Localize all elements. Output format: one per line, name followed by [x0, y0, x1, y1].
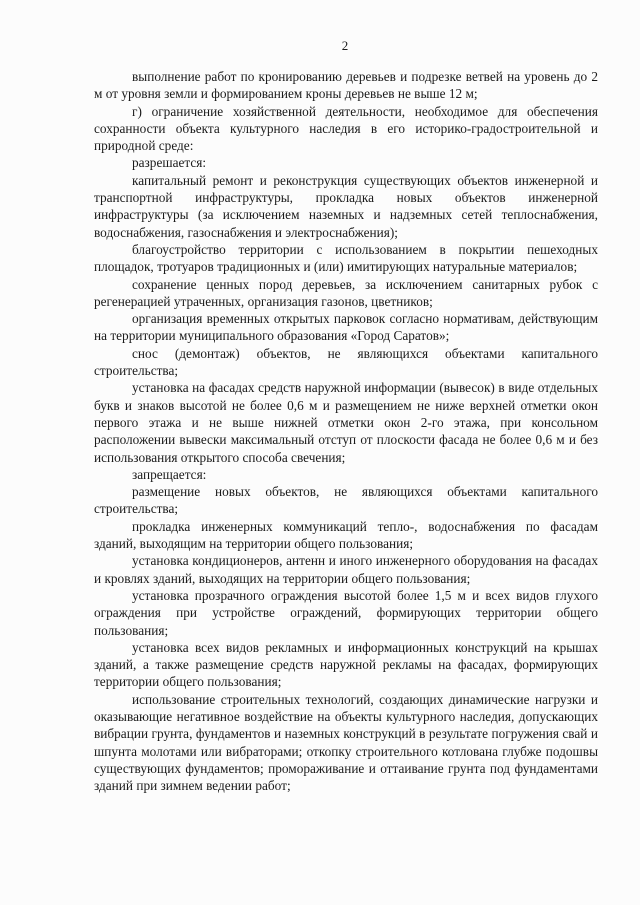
paragraph-landscaping: благоустройство территории с использованием в покрытии пешеходных площадок, тротуаров традиционных и (или) имитирующих натуральные материалов;	[94, 241, 598, 275]
heading-allowed: разрешается:	[132, 155, 207, 171]
paragraph-air-conditioners: установка кондиционеров, антенн и иного инженерного оборудования на фасадах и кровлях зданий, выходящих на территории общего пользования;	[94, 553, 598, 586]
paragraph-pruning: выполнение работ по кронированию деревьев и подрезке ветвей на уровень до 2 м от уровня земли и формированием кроны деревьев не выше 12 м;	[94, 69, 598, 102]
heading-prohibited: запрещается:	[132, 466, 207, 482]
paragraph-advertising: установка всех видов рекламных и информационных конструкций на крышах зданий, а также размещение средств наружной рекламы на фасадах, формирующих территории общего пользования;	[94, 639, 598, 690]
paragraph-utility-lines: прокладка инженерных коммуникаций тепло-, водоснабжения по фасадам зданий, выходящим на территории общего пользования;	[94, 518, 598, 552]
paragraph-infrastructure-repair: капитальный ремонт и реконструкция существующих объектов инженерной и транспортной инфраструктуры, прокладка новых объектов инженерной инфраструктуры (за исключением наземных и надземных сетей теплоснабжения, водоснабжения, газоснабжения и электроснабжения);	[94, 172, 598, 240]
document-body	[94, 68, 598, 794]
paragraph-temporary-parking: организация временных открытых парковок согласно нормативам, действующим на территории муниципального образования «Город Саратов»;	[94, 311, 598, 344]
paragraph-demolition: снос (демонтаж) объектов, не являющихся объектами капитального строительства;	[94, 345, 598, 379]
paragraph-signage: установка на фасадах средств наружной информации (вывесок) в виде отдельных букв и знаков высотой не более 0,6 м и размещением не ниже верхней отметки окон первого этажа и не выше нижней отметки окон 2-го этажа, при консольном расположении вывески максимальный отступ от плоскости фасада не более 0,6 м и без использования открытого способа свечения;	[94, 380, 598, 465]
paragraph-restriction-g: г) ограничение хозяйственной деятельности, необходимое для обеспечения сохранности объекта культурного наследия в его историко-градостроительной и природной среде:	[94, 103, 598, 154]
paragraph-new-objects: размещение новых объектов, не являющихся объектами капитального строительства;	[94, 484, 598, 517]
paragraph-tree-preservation: сохранение ценных пород деревьев, за исключением санитарных рубок с регенерацией утраченных, организация газонов, цветников;	[94, 276, 598, 309]
paragraph-construction-tech: использование строительных технологий, создающих динамические нагрузки и оказывающие негативное воздействие на объекты культурного наследия, допускающих вибрации грунта, фундаментов и наземных конструкций в результате погружения свай и шпунта молотами или вибраторами; откопку строительного котлована глубже подошвы существующих фундаментов; промораживание и оттаивание грунта под фундаментами зданий при зимнем ведении работ;	[94, 691, 598, 794]
paragraph-fencing: установка прозрачного ограждения высотой более 1,5 м и всех видов глухого ограждения при устройстве ограждений, формирующих территории общего пользования;	[94, 587, 598, 638]
page-number: 2	[341, 38, 349, 53]
